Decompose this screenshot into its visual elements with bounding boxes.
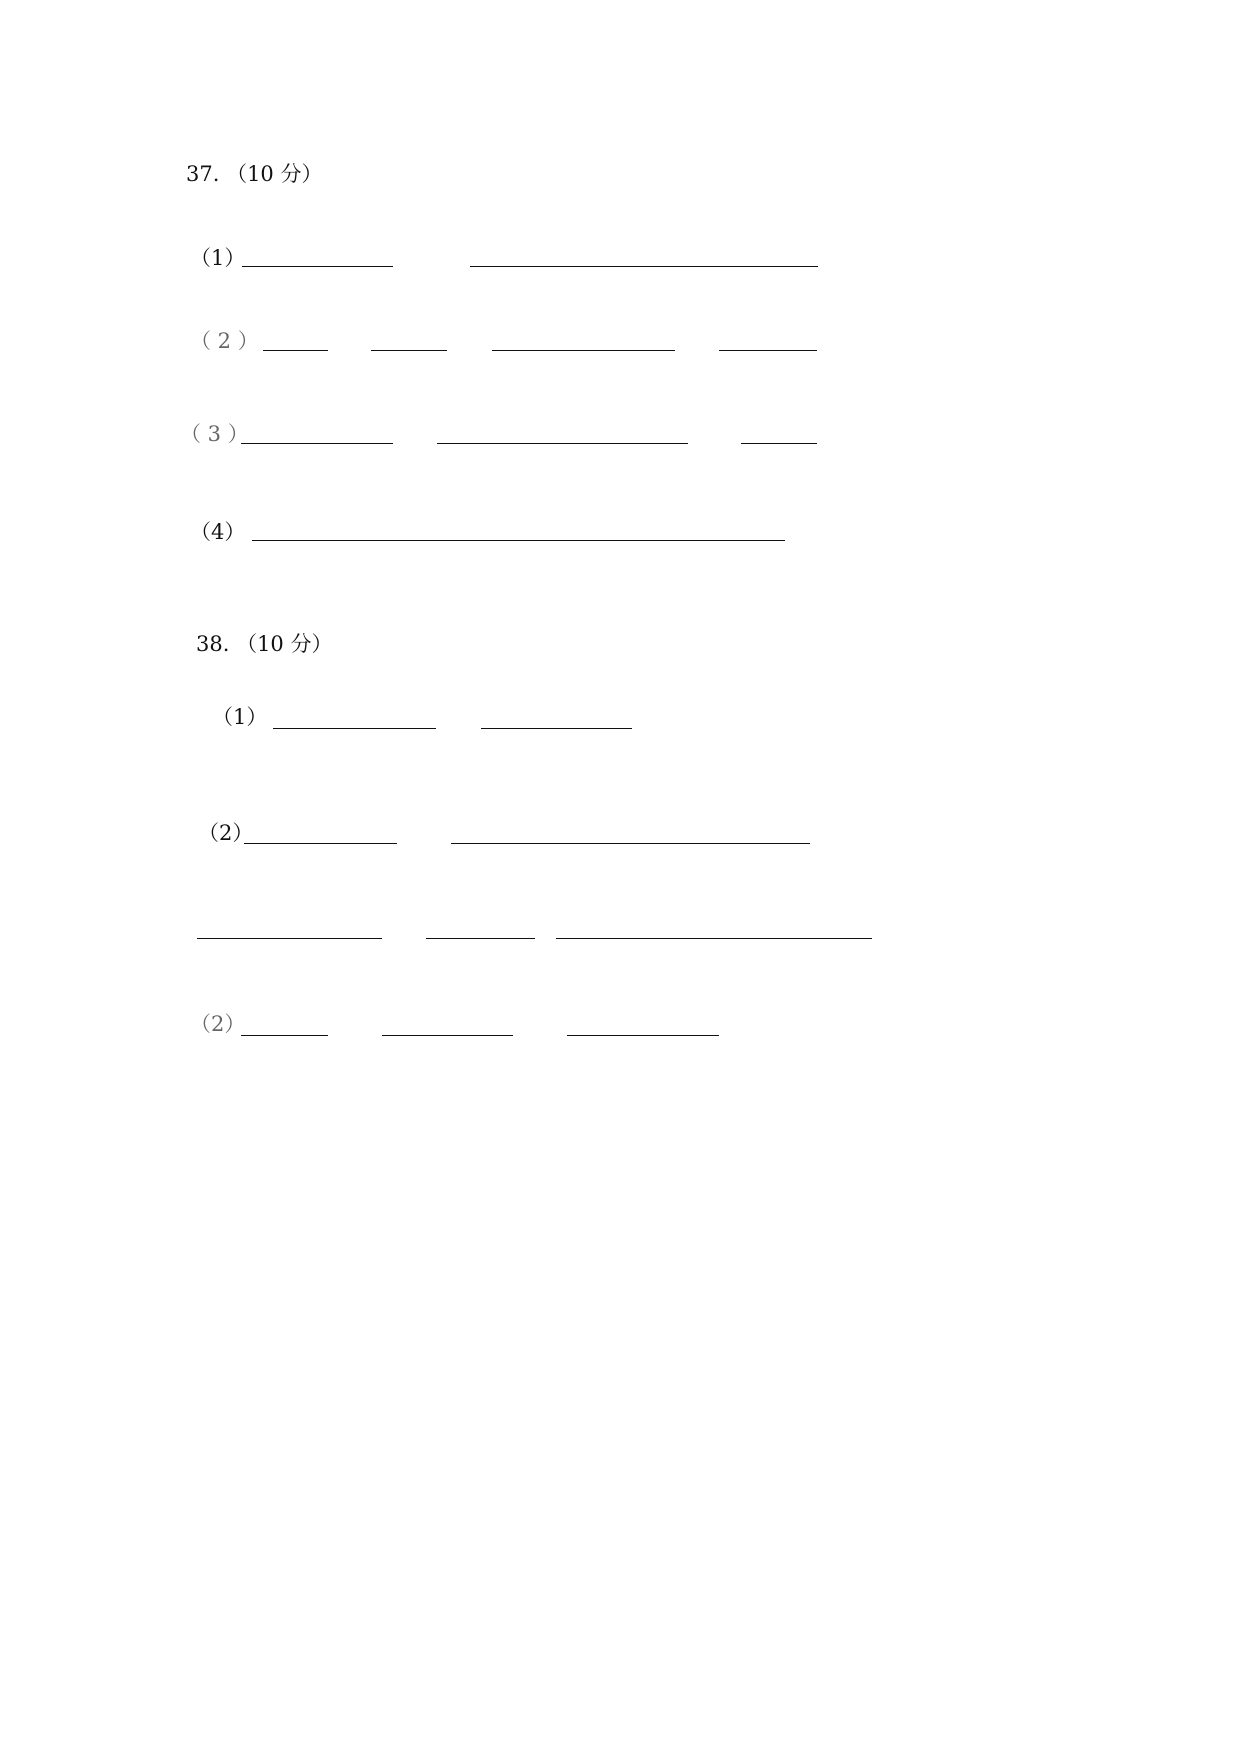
q37-part1-label: （1） [190,246,246,270]
q38-part2b-label: （2） [190,1012,246,1036]
answer-blank[interactable] [242,266,393,267]
answer-blank[interactable] [451,843,810,844]
question-37-heading: 37. （10 分） [186,162,323,186]
answer-blank[interactable] [263,350,328,351]
q37-part3-label: （ 3 ） [180,422,249,446]
answer-blank[interactable] [492,350,675,351]
answer-blank[interactable] [371,350,447,351]
answer-blank[interactable] [719,350,817,351]
q38-part1-label: （1） [212,705,268,729]
answer-blank[interactable] [244,843,397,844]
answer-blank[interactable] [470,266,818,267]
answer-blank[interactable] [567,1035,719,1036]
answer-blank[interactable] [197,938,382,939]
question-38-heading: 38. （10 分） [196,632,333,656]
answer-blank[interactable] [426,938,535,939]
answer-blank[interactable] [382,1035,513,1036]
answer-blank[interactable] [241,443,393,444]
answer-blank[interactable] [741,443,817,444]
q37-part4-label: （4） [190,520,246,544]
answer-blank[interactable] [481,728,632,729]
answer-blank[interactable] [437,443,688,444]
answer-blank[interactable] [241,1035,328,1036]
answer-blank[interactable] [556,938,872,939]
q37-part2-label: （ 2 ） [190,329,259,353]
answer-blank[interactable] [273,728,436,729]
answer-blank[interactable] [252,540,785,541]
q38-part2-label: （2） [198,821,254,845]
